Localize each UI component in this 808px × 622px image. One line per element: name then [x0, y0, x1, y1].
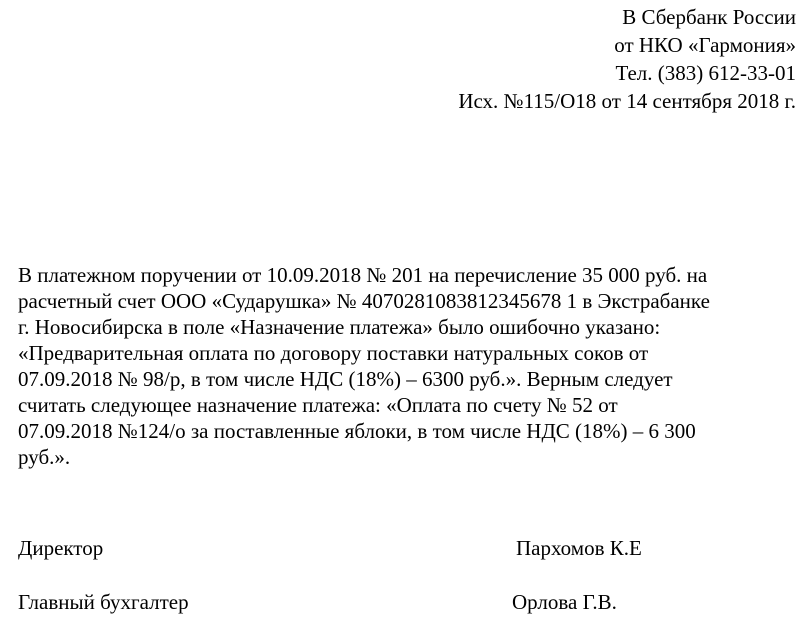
signature-name-chief-accountant: Орлова Г.В.: [512, 590, 617, 614]
signature-name-director: Пархомов К.Е: [516, 536, 642, 560]
body-line: г. Новосибирска в поле «Назначение платежа» было ошибочно указано:: [18, 315, 661, 339]
header-sender: от НКО «Гармония»: [614, 33, 796, 57]
header-recipient: В Сбербанк России: [622, 5, 796, 29]
letter-body: [18, 262, 794, 470]
body-line: считать следующее назначение платежа: «Оплата по счету № 52 от: [18, 393, 618, 417]
body-line: расчетный счет ООО «Сударушка» № 4070281083812345678 1 в Экстрабанке: [18, 289, 710, 313]
body-line: 07.09.2018 №124/о за поставленные яблоки, в том числе НДС (18%) – 6 300: [18, 419, 696, 443]
body-line: «Предварительная оплата по договору поставки натуральных соков от: [18, 341, 649, 365]
body-line: В платежном поручении от 10.09.2018 № 201 на перечисление 35 000 руб. на: [18, 263, 708, 287]
body-line: 07.09.2018 № 98/р, в том числе НДС (18%) – 6300 руб.». Верным следует: [18, 367, 673, 391]
signature-title-chief-accountant: Главный бухгалтер: [18, 590, 189, 614]
signature-title-director: Директор: [18, 536, 104, 560]
header-outgoing-number: Исх. №115/О18 от 14 сентября 2018 г.: [458, 89, 796, 113]
header-phone: Тел. (383) 612-33-01: [615, 61, 796, 85]
body-line: руб.».: [18, 445, 71, 469]
letter-header: [458, 3, 796, 115]
